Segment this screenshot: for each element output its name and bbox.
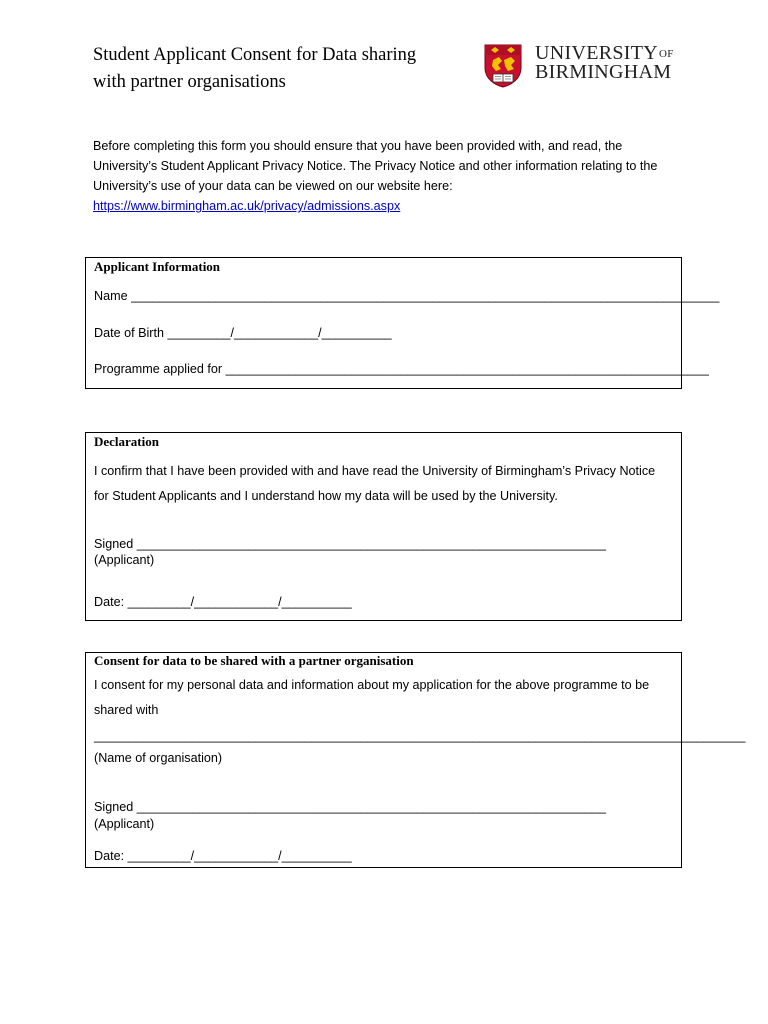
logo-university-text: UNIVERSITY [535,42,658,64]
declaration-signed-field[interactable]: Signed ___________________________________________________________________ [94,537,606,551]
logo-wordmark [535,44,674,82]
organisation-name-label: (Name of organisation) [94,751,223,765]
page-title: Student Applicant Consent for Data sharing with partner organisations [93,45,417,92]
programme-field[interactable]: Programme applied for _____________________________________________________________________ [94,362,709,376]
consent-title: Consent for data to be shared with a partner organisation [94,653,414,668]
intro-paragraph [93,136,683,216]
applicant-information-section [85,257,720,389]
declaration-section [85,432,682,621]
shield-crest-icon [484,44,522,88]
declaration-title: Declaration [94,434,159,449]
declaration-date-field[interactable]: Date: _________/____________/__________ [94,595,352,609]
declaration-text: I confirm that I have been provided with and have read the University of Birmingham’s Privacy Notice for Student Applicants and I understand how my data will be used by the University. [94,464,656,503]
consent-date-field[interactable]: Date: _________/____________/__________ [94,849,352,863]
consent-text: I consent for my personal data and information about my application for the above programme to be shared with [94,678,650,717]
declaration-applicant-label: (Applicant) [94,553,155,567]
intro-text: Before completing this form you should ensure that you have been provided with, and read, the University’s Student Applicant Privacy Notice. The Privacy Notice and other information relating to the University’s use of your data can be viewed on our website here: [93,139,658,193]
logo-birmingham-text: BIRMINGHAM [535,61,672,83]
consent-signed-field[interactable]: Signed ___________________________________________________________________ [94,800,606,814]
applicant-information-title: Applicant Information [94,259,221,274]
name-field[interactable]: Name ____________________________________________________________________________________ [94,289,720,303]
consent-section [85,652,746,868]
consent-applicant-label: (Applicant) [94,817,155,831]
date-of-birth-field[interactable]: Date of Birth _________/____________/__________ [94,326,392,340]
university-logo [484,44,684,92]
logo-of-text: OF [659,48,674,60]
organisation-name-field[interactable]: _____________________________________________________________________________________________ [94,729,746,743]
privacy-notice-link[interactable]: https://www.birmingham.ac.uk/privacy/admissions.aspx [93,199,401,213]
